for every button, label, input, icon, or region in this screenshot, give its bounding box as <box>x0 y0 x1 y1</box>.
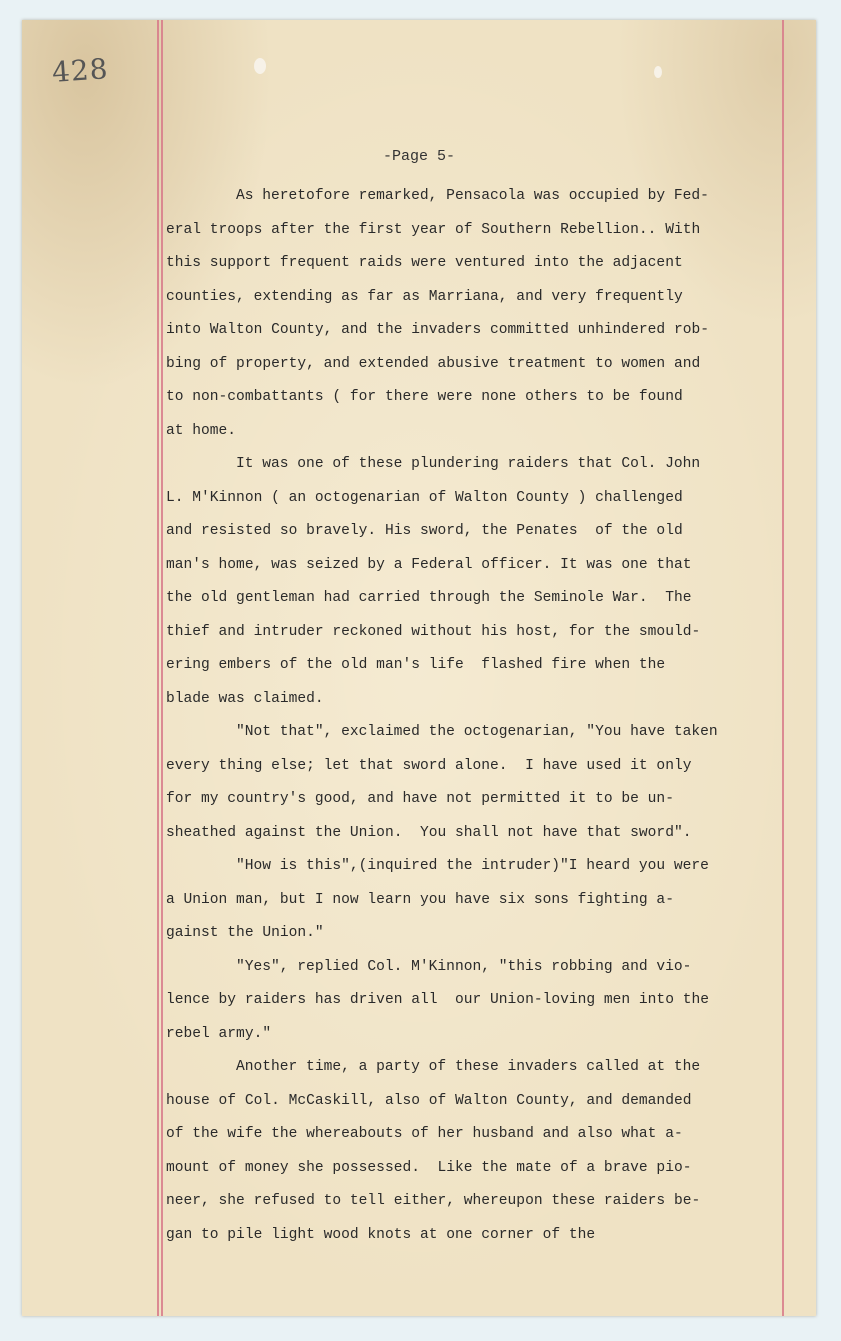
text-line: the old gentleman had carried through the Seminole War. The <box>166 590 692 606</box>
text-line: gainst the Union." <box>166 925 324 941</box>
margin-line-left <box>157 20 159 1316</box>
text-line: house of Col. McCaskill, also of Walton County, and demanded <box>166 1092 692 1109</box>
text-line: gan to pile light wood knots at one corner of the <box>166 1226 596 1243</box>
paragraph <box>166 850 786 951</box>
handwritten-page-number: 428 <box>50 52 110 89</box>
paragraph <box>166 716 786 850</box>
text-line: every thing else; let that sword alone. I have used it only <box>166 757 692 774</box>
text-line: neer, she refused to tell either, whereupon these raiders be- <box>166 1193 701 1209</box>
text-line: at home. <box>166 422 237 439</box>
text-line: sheathed against the Union. You shall not have that sword". <box>166 824 692 841</box>
text-line: Another time, a party of these invaders called at the <box>236 1059 701 1075</box>
text-line: and resisted so bravely. His sword, the Penates of the old <box>166 523 683 539</box>
text-line: L. M'Kinnon ( an octogenarian of Walton County ) challenged <box>166 489 683 506</box>
text-line: "Not that", exclaimed the octogenarian, "You have taken <box>236 724 718 740</box>
text-line: for my country's good, and have not permitted it to be un- <box>166 791 674 807</box>
paragraph <box>166 1051 786 1252</box>
text-line: into Walton County, and the invaders committed unhindered rob- <box>166 322 709 338</box>
paragraph <box>166 448 786 716</box>
document-page <box>22 20 816 1316</box>
text-line: to non-combattants ( for there were none others to be found <box>166 389 683 405</box>
paper-hole <box>254 58 266 74</box>
text-line: As heretofore remarked, Pensacola was occupied by Fed- <box>236 188 709 204</box>
text-line: ering embers of the old man's life flashed fire when the <box>166 657 666 673</box>
paper-hole <box>654 66 662 78</box>
text-line: a Union man, but I now learn you have six sons fighting a- <box>166 891 674 908</box>
page-label: -Page 5- <box>382 148 455 165</box>
text-line: man's home, was seized by a Federal officer. It was one that <box>166 556 692 573</box>
text-line: It was one of these plundering raiders that Col. John <box>236 456 701 472</box>
body-text <box>166 180 786 1252</box>
paragraph <box>166 180 786 448</box>
paragraph <box>166 951 786 1052</box>
text-line: thief and intruder reckoned without his host, for the smould- <box>166 623 701 640</box>
text-line: rebel army." <box>166 1025 272 1042</box>
text-line: mount of money she possessed. Like the mate of a brave pio- <box>166 1159 692 1176</box>
text-line: lence by raiders has driven all our Union-loving men into the <box>166 992 709 1008</box>
text-line: "Yes", replied Col. M'Kinnon, "this robbing and vio- <box>236 958 692 975</box>
text-line: this support frequent raids were ventured into the adjacent <box>166 255 683 271</box>
text-line: counties, extending as far as Marriana, and very frequently <box>166 288 683 305</box>
text-line: "How is this",(inquired the intruder)"I heard you were <box>236 858 709 874</box>
text-line: of the wife the whereabouts of her husband and also what a- <box>166 1126 683 1142</box>
text-line: eral troops after the first year of Southern Rebellion.. With <box>166 221 701 238</box>
text-line: blade was claimed. <box>166 690 324 707</box>
margin-line-left-inner <box>161 20 163 1316</box>
text-line: bing of property, and extended abusive treatment to women and <box>166 355 701 372</box>
